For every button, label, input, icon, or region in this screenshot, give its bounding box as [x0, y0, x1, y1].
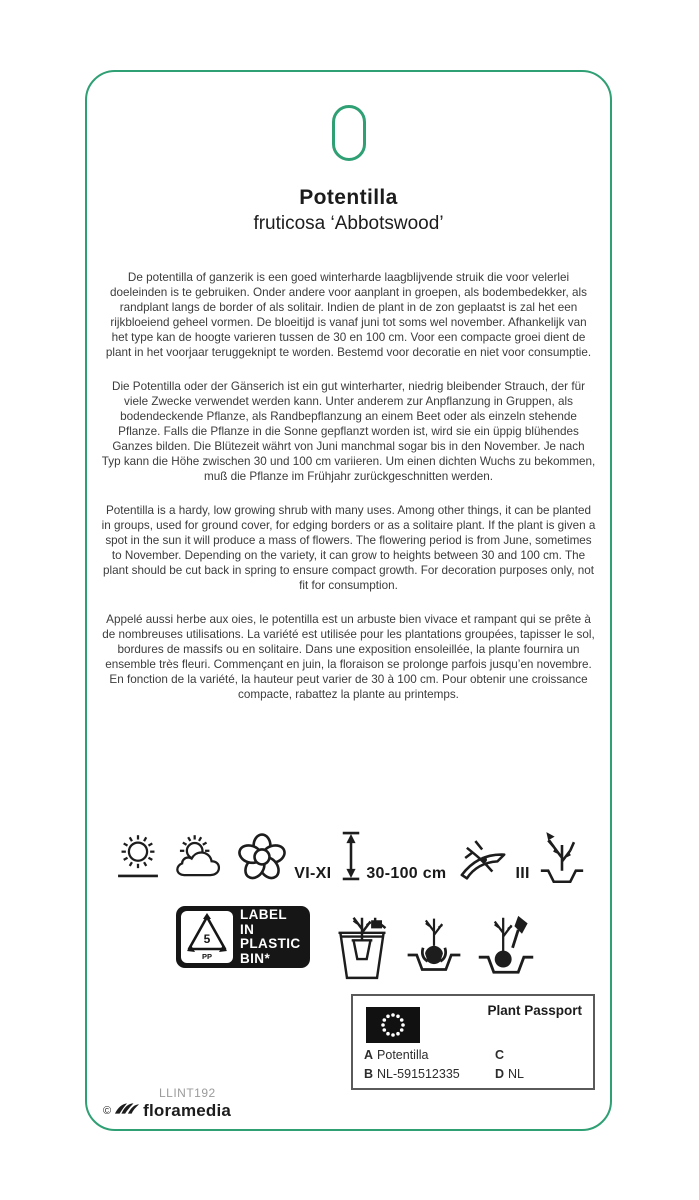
- passport-field-b: B NL-591512335: [364, 1067, 460, 1081]
- printer-brand: [103, 1101, 231, 1121]
- remove-rootball-icon: [404, 908, 464, 987]
- height-arrow-icon: [340, 828, 362, 889]
- description-german: Die Potentilla oder der Gänserich ist ein gut winterharter, niedrig bleibender Strauch, der für viele Zwecke verwendet werden kann. Unter anderem zur Anpflanzung in Gruppen, als bodendeckende Pflanze, als Randbepflanzung an einem Beet oder als einzeln stehende Pflanze. Falls die Pflanze in die Sonne gepflanzt worden ist, wird sie ein üppig blühendes Ganzes bilden. Die Blütezeit währt von Juni manchmal sogar bis in den November. Je nach Typ kann die Höhe zwischen 30 und 100 cm variieren. Um einen dichten Wuchs zu bekommen, muß die Pflanze im Frühjahr zurückgeschnitten werden.: [101, 380, 596, 483]
- description-dutch: De potentilla of ganzerik is een goed winterharde laagblijvende struik die voor velerlei doeleinden is te gebruiken. Onder andere voor aanplant in groepen, als bodembedekker, als randplant langs de border of als solitair. Indien de plant in de zon geplaatst is zal het een rijkbloeiend geheel vormen. De bloeitijd is vanaf juni tot soms wel november. Afhankelijk van het type kan de hoogte varieren tussen de 30 en 100 cm. Voor een compacte groei dient de plant in het voorjaar teruggeknipt te worden. Bestemd voor decoratie en niet voor consumptie.: [105, 271, 592, 359]
- description-english: Potentilla is a hardy, low growing shrub with many uses. Among other things, it can be planted in groups, used for ground cover, for edging borders or as a solitaire plant. If the plant is given a spot in the sun it will produce a mass of flowers. The flowering period is from June, sometimes to November. Depending on the variety, it can grow to heights between 30 and 100 cm. The plant should be cut back in spring to ensure compact growth. For decoration purposes only, not fit for consumption.: [101, 504, 596, 592]
- passport-field-c: C: [495, 1048, 505, 1062]
- recycle-panel: [181, 911, 233, 963]
- handling-row: [176, 906, 537, 987]
- pruning-shears-icon: [455, 832, 511, 889]
- recycle-badge: [176, 906, 310, 968]
- full-sun-icon: [112, 828, 164, 889]
- pruning-period: [455, 832, 529, 889]
- badge-line-1: LABEL IN: [240, 907, 287, 937]
- plant-height-label: 30-100 cm: [366, 865, 447, 882]
- brand-name: floramedia: [143, 1101, 232, 1120]
- prune-plant-icon: [539, 828, 585, 889]
- floramedia-leaf-icon: [114, 1101, 140, 1121]
- planting-instructions: [331, 906, 537, 987]
- plant-variety-subtitle: fruticosa ‘Abbotswood’: [253, 213, 444, 234]
- plant-label-card: [85, 70, 612, 1131]
- plant-in-ground-icon: [475, 908, 537, 987]
- recycle-number: 5: [203, 932, 211, 946]
- flowering-period-label: VI-XI: [294, 865, 332, 882]
- badge-line-3: BIN*: [240, 950, 271, 966]
- flower-icon: [234, 828, 290, 889]
- care-icon-row: [87, 828, 610, 889]
- soak-pot-in-bucket-icon: [331, 908, 393, 987]
- partial-sun-icon: [173, 828, 225, 889]
- copyright-icon: ©: [103, 1105, 112, 1117]
- description-french: Appelé aussi herbe aux oies, le potentilla est un arbuste bien vivace et rampant qui se prête à de nombreuses utilisations. La variété est utilisée pour les plantations groupées, tapisser le sol, bordures de massifs ou en solitaire. Dans une exposition ensoleillée, la plante fournira un ensemble très fleuri. Commençant en juin, la floraison se prolonge parfois jusqu’en novembre. En fonction de la variété, la hauteur peut varier de 30 à 100 cm. Pour obtenir une croissance compacte, rabattez la plante au printemps.: [102, 613, 595, 701]
- print-code: LLINT192: [159, 1086, 216, 1100]
- passport-field-d: D NL: [495, 1067, 525, 1081]
- passport-field-a: A Potentilla: [364, 1048, 429, 1062]
- plant-height: [340, 828, 446, 889]
- eu-flag-icon: [366, 1007, 420, 1048]
- footer: [103, 1086, 231, 1121]
- plant-passport-title: Plant Passport: [487, 1003, 582, 1018]
- plant-genus-title: Potentilla: [299, 186, 398, 209]
- pruning-period-label: III: [515, 865, 530, 882]
- badge-line-2: PLASTIC: [240, 936, 301, 951]
- hanging-hole: [332, 105, 366, 161]
- plant-passport-box: [351, 994, 595, 1090]
- recycle-badge-text: [240, 908, 305, 966]
- flowering-period: [234, 828, 331, 889]
- recycle-material: PP: [201, 952, 212, 961]
